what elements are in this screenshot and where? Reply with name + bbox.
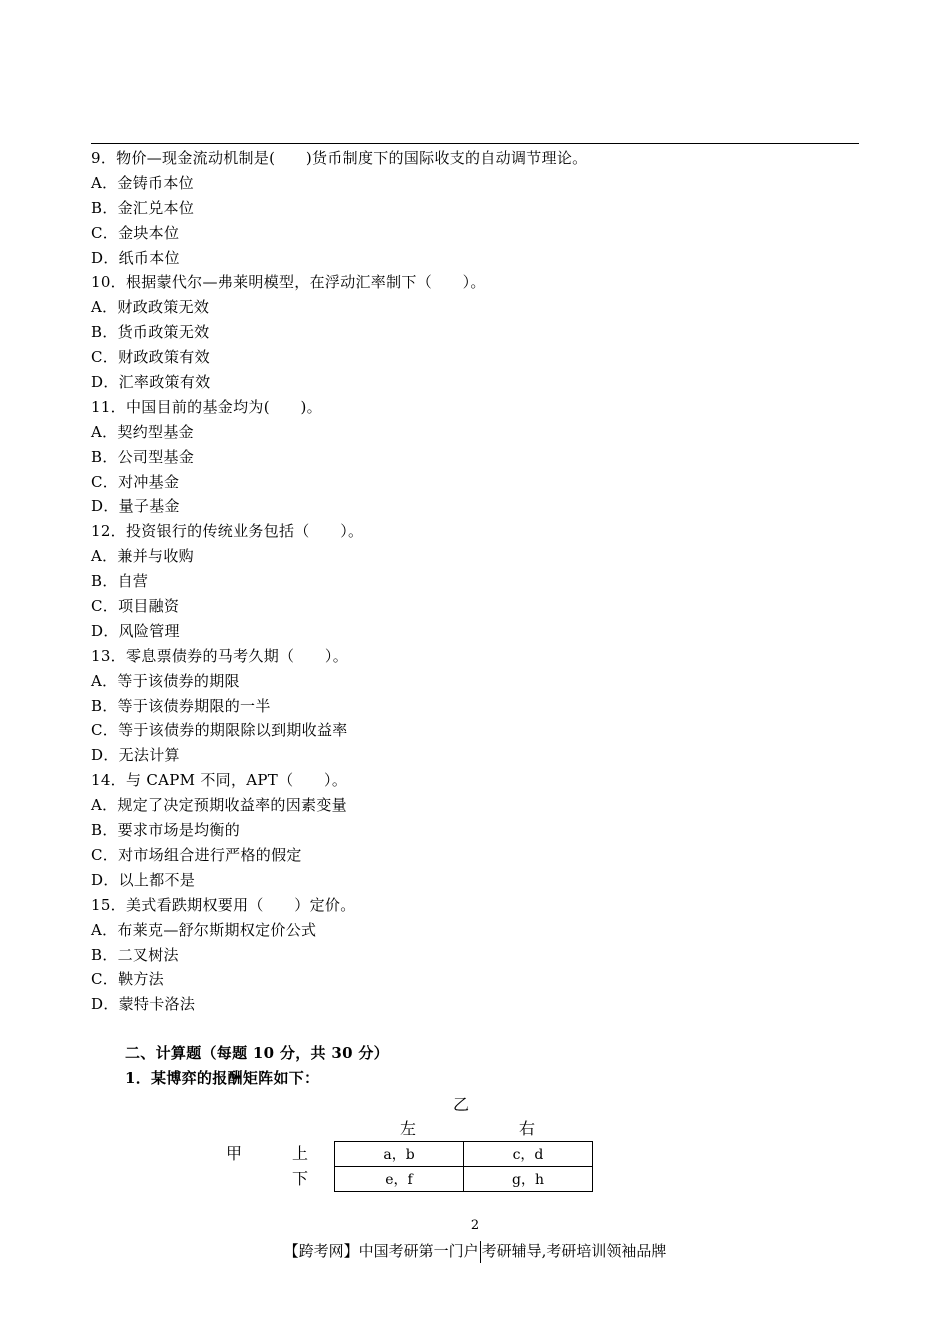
question-option: A．等于该债券的期限 (91, 671, 240, 690)
col-right-label: 右 (519, 1119, 536, 1138)
question-stem: 9．物价—现金流动机制是( )货币制度下的国际收支的自动调节理论。 (91, 149, 588, 167)
question-stem: 12．投资银行的传统业务包括（ ）。 (91, 522, 364, 541)
question-stem: 13．零息票债券的马考久期（ ）。 (91, 646, 348, 665)
question-option: D．量子基金 (91, 497, 180, 516)
question-option: A．规定了决定预期收益率的因素变量 (91, 796, 347, 815)
question-option: C．对冲基金 (91, 472, 180, 491)
question-1-stem: 1．某博弈的报酬矩阵如下： (125, 1068, 320, 1087)
cell-down-right: g，h (464, 1167, 593, 1192)
table-row (335, 1167, 593, 1192)
question-option: D．蒙特卡洛法 (91, 995, 196, 1014)
question-option: C．金块本位 (91, 223, 180, 242)
question-option: B．二叉树法 (91, 945, 179, 964)
payoff-table (334, 1141, 593, 1192)
question-option: B．要求市场是均衡的 (91, 821, 241, 840)
footer-slogan: 考研辅导,考研培训领袖品牌 (481, 1242, 667, 1260)
col-player-label: 乙 (453, 1095, 470, 1114)
table-row (335, 1142, 593, 1167)
cell-up-left: a，b (335, 1142, 464, 1167)
row-player-label: 甲 (226, 1144, 243, 1163)
question-option: A．契约型基金 (91, 422, 194, 441)
question-option: B．自营 (91, 572, 149, 591)
footer-brand: 【跨考网】中国考研第一门户 (283, 1242, 479, 1260)
row-up-label: 上 (292, 1144, 309, 1163)
question-option: C．等于该债券的期限除以到期收益率 (91, 721, 348, 740)
question-list (91, 146, 859, 1017)
col-left-label: 左 (400, 1119, 417, 1138)
cell-up-right: c，d (464, 1142, 593, 1167)
question-option: D．风险管理 (91, 621, 180, 640)
footer-divider (480, 1241, 481, 1263)
row-down-label: 下 (292, 1169, 309, 1188)
question-option: C．鞅方法 (91, 970, 164, 989)
calc-section (125, 1041, 825, 1091)
question-option: C．财政政策有效 (91, 348, 210, 367)
question-option: D．汇率政策有效 (91, 373, 211, 392)
question-option: D．以上都不是 (91, 870, 196, 889)
question-option: D．纸币本位 (91, 248, 180, 267)
question-option: A．金铸币本位 (91, 173, 194, 192)
question-stem: 11．中国目前的基金均为( )。 (91, 397, 322, 416)
question-stem: 14．与 CAPM 不同，APT（ ）。 (91, 771, 348, 790)
footer (0, 1240, 950, 1263)
question-option: C．对市场组合进行严格的假定 (91, 845, 302, 864)
question-option: A．财政政策无效 (91, 298, 210, 317)
question-option: C．项目融资 (91, 597, 180, 616)
question-stem: 15．美式看跌期权要用（ ）定价。 (91, 895, 356, 914)
section-heading: 二、计算题（每题 10 分，共 30 分） (125, 1044, 389, 1062)
question-option: A．兼并与收购 (91, 547, 194, 566)
page-number: 2 (470, 1218, 480, 1233)
header-rule (91, 143, 859, 144)
question-option: D．无法计算 (91, 746, 180, 765)
question-option: B．公司型基金 (91, 447, 195, 466)
question-option: B．货币政策无效 (91, 323, 210, 342)
question-stem: 10．根据蒙代尔—弗莱明模型，在浮动汇率制下（ ）。 (91, 273, 486, 292)
question-option: B．等于该债券期限的一半 (91, 696, 271, 715)
cell-down-left: e，f (335, 1167, 464, 1192)
question-option: A．布莱克—舒尔斯期权定价公式 (91, 920, 317, 939)
question-option: B．金汇兑本位 (91, 198, 195, 217)
